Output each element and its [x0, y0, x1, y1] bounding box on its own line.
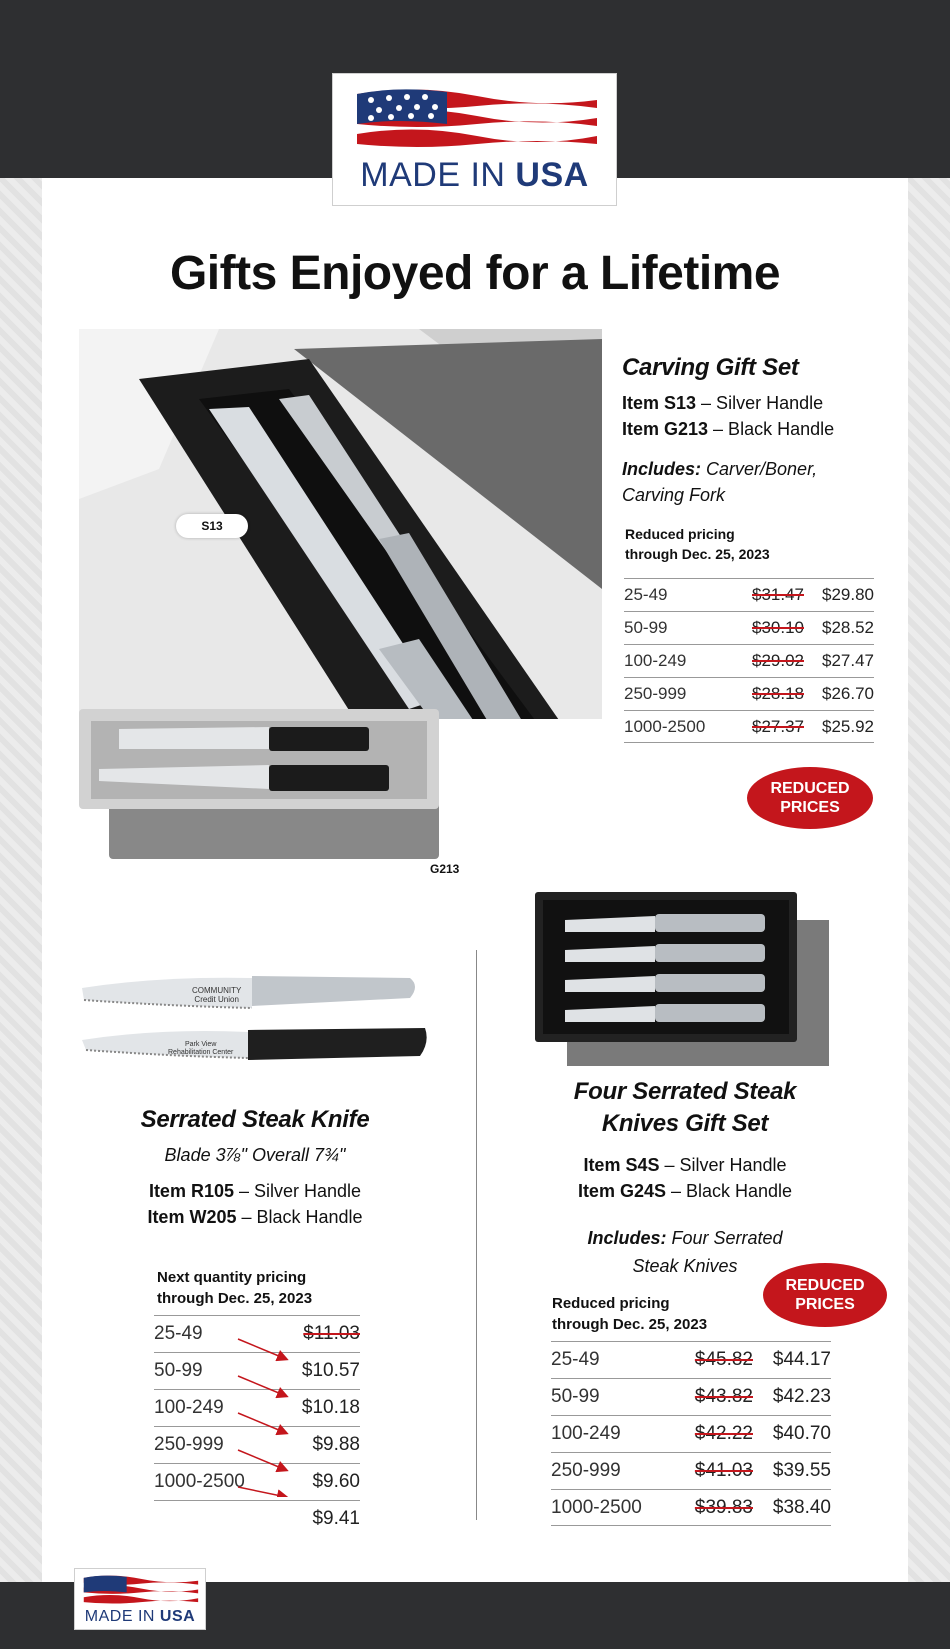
table-row: 50-99 $30.10 $28.52 — [624, 611, 874, 644]
four-pricing-note: Reduced pricing through Dec. 25, 2023 — [552, 1295, 708, 1333]
carving-pricing-note: Reduced pricing through Dec. 25, 2023 — [625, 526, 770, 562]
usa-label: USA — [159, 1607, 196, 1625]
steak-knife-photo — [80, 970, 430, 1080]
page-title: Gifts Enjoyed for a Lifetime — [169, 247, 781, 300]
table-row: 250-999 $28.18 $26.70 — [624, 677, 874, 710]
usa-label: USA — [515, 156, 589, 194]
table-row: 25-49 $45.82 $44.17 — [551, 1341, 831, 1378]
engrave-parkview: Park View Rehabilitation Center — [168, 1041, 234, 1056]
carving-item-s13: Item S13 – Silver Handle — [622, 393, 824, 413]
table-row: $9.41 — [154, 1500, 360, 1537]
table-row: 100-249 $29.02 $27.47 — [624, 644, 874, 677]
steak-dimensions: Blade 3⅞" Overall 7¾" — [164, 1145, 346, 1165]
four-includes: Includes: Four Serrated Steak Knives — [587, 1228, 783, 1276]
reduced-prices-badge: REDUCED PRICES — [763, 1263, 887, 1327]
left-texture — [0, 178, 42, 1582]
table-row: 50-99 $10.57 — [154, 1352, 360, 1389]
steak-item-r105: Item R105 – Silver Handle — [148, 1181, 362, 1201]
table-row: 1000-2500 $27.37 $25.92 — [624, 710, 874, 743]
table-row: 25-49 $31.47 $29.80 — [624, 578, 874, 611]
carving-item-g213: Item G213 – Black Handle — [622, 419, 835, 439]
reduced-prices-badge: REDUCED PRICES — [747, 767, 873, 829]
g213-label: G213 — [430, 862, 460, 876]
made-in-usa-logo — [332, 73, 617, 206]
steak-pricing-note: Next quantity pricing through Dec. 25, 2023 — [157, 1269, 313, 1307]
carving-price-table — [624, 578, 874, 743]
four-item-g24s: Item G24S – Black Handle — [577, 1181, 793, 1201]
s13-label: S13 — [176, 514, 248, 538]
american-flag-icon — [347, 84, 603, 150]
table-row: 25-49 $11.03 — [154, 1315, 360, 1352]
column-divider — [476, 950, 477, 1520]
carving-items — [622, 390, 882, 442]
carving-includes: Includes: Carver/Boner, Carving Fork — [622, 459, 818, 505]
table-row: 250-999 $9.88 — [154, 1426, 360, 1463]
table-row: 250-999 $41.03 $39.55 — [551, 1452, 831, 1489]
carving-set-photo — [79, 329, 602, 869]
price-arrows-icon — [236, 1337, 292, 1497]
four-price-table — [551, 1341, 831, 1526]
steak-info — [90, 1106, 420, 1230]
made-in-label: MADE IN — [84, 1607, 155, 1625]
made-in-label: MADE IN — [360, 156, 506, 194]
right-texture — [908, 178, 950, 1582]
steak-title: Serrated Steak Knife — [140, 1106, 370, 1133]
carving-title: Carving Gift Set — [622, 354, 799, 381]
made-in-usa-text — [85, 1608, 195, 1626]
four-items — [520, 1152, 850, 1204]
made-in-usa-text — [360, 156, 588, 195]
carving-info — [622, 354, 882, 564]
four-info — [520, 1076, 850, 1280]
four-knives-photo — [535, 892, 831, 1066]
four-title: Four Serrated Steak Knives Gift Set — [573, 1078, 797, 1137]
steak-items — [90, 1178, 420, 1230]
table-row: 50-99 $43.82 $42.23 — [551, 1378, 831, 1415]
table-row: 1000-2500 $39.83 $38.40 — [551, 1489, 831, 1526]
table-row: 100-249 $42.22 $40.70 — [551, 1415, 831, 1452]
four-item-s4s: Item S4S – Silver Handle — [583, 1155, 787, 1175]
made-in-usa-logo-small — [74, 1568, 206, 1630]
american-flag-icon — [79, 1573, 201, 1605]
engrave-community: COMMUNITY Credit Union — [192, 986, 242, 1004]
table-row: 1000-2500 $9.60 — [154, 1463, 360, 1500]
table-row: 100-249 $10.18 — [154, 1389, 360, 1426]
steak-item-w205: Item W205 – Black Handle — [147, 1207, 363, 1227]
